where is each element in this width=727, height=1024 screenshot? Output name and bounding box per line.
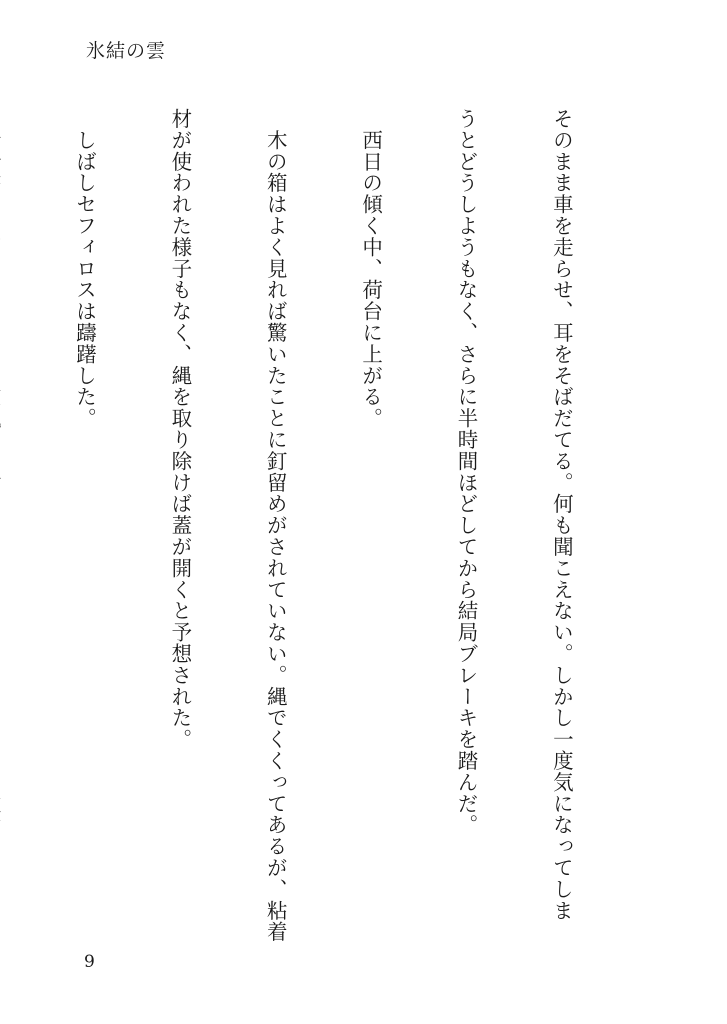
- text-line: しばしセフィロスは躊躇した。: [72, 108, 97, 429]
- text-line: [0, 108, 4, 970]
- text-line: 木の箱はよく見れば驚いたことに釘留めがされていない。縄でくくってあるが、粘着: [263, 108, 288, 943]
- text-line: 西日の傾く中、荷台に上がる。: [358, 108, 383, 429]
- page-number: 9: [84, 952, 95, 972]
- vertical-text-body: [72, 108, 640, 970]
- text-line: 材が使われた様子もなく、縄を取り除けば蓋が開くと予想された。: [167, 108, 192, 750]
- text-line: うとどうしようもなく、さらに半時間ほどしてから結局ブレーキを踏んだ。: [454, 108, 479, 836]
- text-line: そのまま車を走らせ、耳をそばだてる。何も聞こえない。しかし一度気になってしま: [549, 108, 574, 922]
- book-title: 氷結の雲: [86, 40, 167, 62]
